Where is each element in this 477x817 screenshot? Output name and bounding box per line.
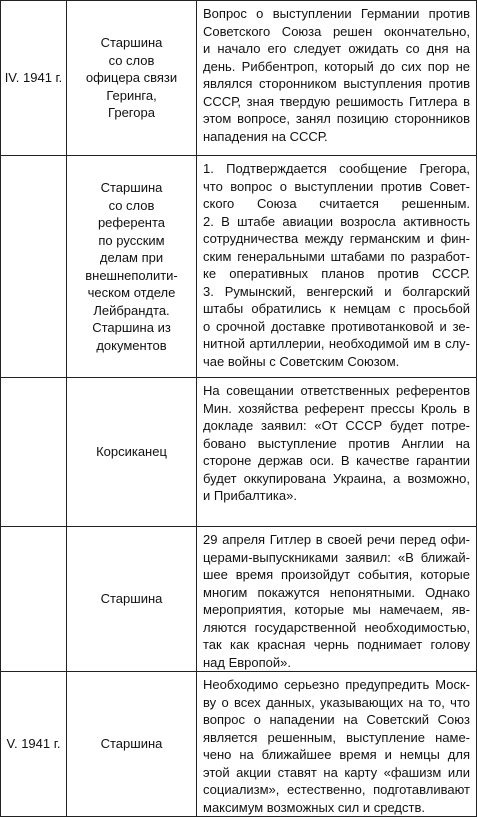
report-text-line: штабы обратились к немцам с просьбой <box>203 301 470 316</box>
source-cell <box>67 527 197 672</box>
report-text-line: ским генеральными штабами по разработ- <box>203 248 470 264</box>
report-text-line: докладе заявил: «От СССР будет потре- <box>203 418 470 433</box>
report-text-line: максимум возможных сил и средств. <box>203 799 425 815</box>
report-text-line: нитной артиллерии, необходимой им в слу- <box>203 336 470 351</box>
source-line: референта <box>97 215 166 230</box>
report-text <box>203 527 470 671</box>
report-text-line: ву о всех данных, указывающих на то, что <box>203 694 470 710</box>
report-text-cell <box>197 672 477 817</box>
source-line: Лейбрандта. <box>93 302 170 318</box>
source-line: офицера связи <box>85 70 178 86</box>
source-cell <box>67 156 197 378</box>
source-line: делам при <box>99 250 164 265</box>
source-line: Старшина <box>100 736 163 752</box>
report-text-line: что вопрос о выступлении против Совет- <box>203 178 470 194</box>
source-cell <box>67 378 197 527</box>
report-text-line: нападения на СССР. <box>203 128 328 144</box>
report-text-line: бовано выступление против Англии на <box>203 435 470 451</box>
source-line: Старшина <box>100 35 163 51</box>
report-text-line: На совещании ответственных референтов <box>203 383 470 398</box>
table-row <box>1 672 477 817</box>
report-text-line: 2. В штабе авиации возросла активность <box>203 213 470 229</box>
report-text-line: и Прибалтика». <box>203 488 297 503</box>
report-text-line: ляются государственной необходимостью, <box>203 619 470 635</box>
source-line: со слов <box>108 197 155 213</box>
report-text-line: день. Риббентроп, который до сих пор не <box>203 58 470 74</box>
source-line: Корсиканец <box>96 444 167 460</box>
report-text-line: церами-выпускниками заявил: «В ближай- <box>203 549 470 565</box>
report-text-cell <box>197 527 477 672</box>
source-line: Грегора <box>108 105 155 121</box>
source-line: Старшина из <box>92 320 171 335</box>
report-text-cell <box>197 1 477 156</box>
report-text-cell <box>197 378 477 527</box>
report-text-line: сотрудничества между германским и фин- <box>203 231 470 246</box>
date-cell <box>1 378 67 527</box>
source-line: ческом отделе <box>87 285 176 300</box>
report-text-line: ского Союза считается решенным. <box>203 196 470 211</box>
source-line: Геринга, <box>106 87 157 103</box>
table-row <box>1 156 477 378</box>
report-text <box>203 1 470 145</box>
table-body <box>1 1 477 817</box>
date-cell <box>1 156 67 378</box>
source-line: Старшина <box>100 180 163 195</box>
source-line: по русским <box>98 232 165 248</box>
report-text-line: социализм», естественно, подготавливают <box>203 782 470 797</box>
report-text-line: и начало его следует ожидать со дня на <box>203 41 470 56</box>
source-cell <box>67 1 197 156</box>
report-text <box>203 156 470 370</box>
report-text-line: Советского Союза решен окончательно, <box>203 23 470 39</box>
table-row <box>1 1 477 156</box>
date-cell <box>1 527 67 672</box>
report-text-line: являлся сторонником выступления против <box>203 76 470 91</box>
table-row <box>1 378 477 527</box>
date-cell: IV. 1941 г. <box>1 1 67 156</box>
source-line: внешнеполити- <box>85 267 178 283</box>
report-text-line: 3. Румынский, венгерский и болгарский <box>203 283 470 299</box>
report-text-line: 1. Подтверждается сообщение Грегора, <box>203 161 470 176</box>
report-text-line: является решенным, выступление наме- <box>203 729 470 745</box>
source-line: Старшина <box>100 591 163 607</box>
report-text-line: этой акции ставят на карту «фашизм или <box>203 764 470 780</box>
source-line: документов <box>96 337 167 353</box>
report-text <box>203 378 470 505</box>
report-text-line: над Европой». <box>203 654 292 670</box>
report-text-line: чено на ближайшее время и немцы для <box>203 747 470 762</box>
report-text-line: Мин. хозяйства референт прессы Кроль в <box>203 400 470 416</box>
report-text-line: чае войны с Советским Союзом. <box>203 353 400 369</box>
date-cell: V. 1941 г. <box>1 672 67 817</box>
report-text-line: так как красная чернь поднимает голову <box>203 637 470 652</box>
report-text-line: СССР, зная твердую решимость Гитлера в <box>203 93 470 109</box>
report-text-line: мероприятия, которые мы намечаем, яв- <box>203 602 470 617</box>
report-text-line: ке оперативных планов против СССР. <box>203 266 470 281</box>
report-text-line: этом вопросе, занял позицию сторонников <box>203 111 470 126</box>
report-text-line: многим покажутся непонятными. Однако <box>203 584 470 600</box>
table-row <box>1 527 477 672</box>
source-line: со слов <box>108 52 155 68</box>
report-text-line: вопрос о нападении на Советский Союз <box>203 712 470 727</box>
report-text-line: 29 апреля Гитлер в своей речи перед офи- <box>203 532 470 547</box>
report-text-line: будет оккупирована Украина, а возможно, <box>203 470 470 486</box>
source-cell <box>67 672 197 817</box>
report-text-line: Вопрос о выступлении Германии против <box>203 6 470 21</box>
report-text <box>203 672 470 816</box>
report-text-line: стороне держав оси. В качестве гарантии <box>203 453 470 468</box>
report-text-line: шее время произойдут события, которые <box>203 567 470 582</box>
report-text-cell <box>197 156 477 378</box>
report-text-line: о срочной доставке противотанковой и зе- <box>203 318 470 334</box>
report-text-line: Необходимо серьезно предупредить Моск- <box>203 677 470 692</box>
